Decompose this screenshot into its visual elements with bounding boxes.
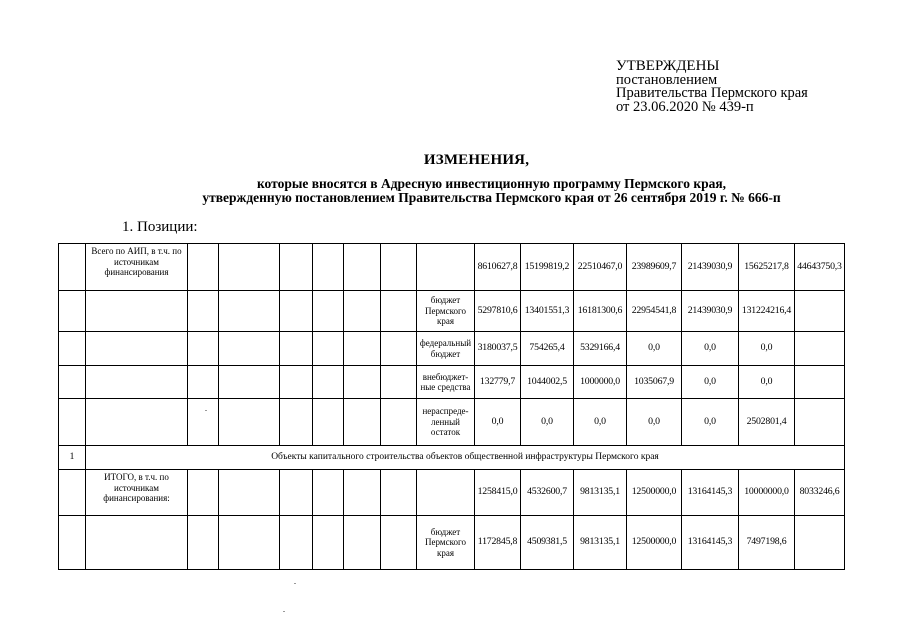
table-cell: [313, 366, 344, 399]
table-cell: [381, 366, 417, 399]
funding-source-label: федеральный бюджет: [417, 332, 475, 366]
row-value: 2502801,4: [739, 399, 795, 446]
table-cell: [59, 470, 86, 516]
table-cell: [313, 470, 344, 516]
row-value: 16181300,6: [574, 291, 627, 332]
table-cell: [313, 332, 344, 366]
table-row-source: [59, 332, 845, 366]
investment-program-table: [58, 243, 845, 570]
approval-line-4: от 23.06.2020 № 439-п: [616, 98, 754, 115]
approval-stamp: [616, 60, 808, 114]
scan-speck: [283, 611, 285, 612]
funding-source-label: бюджет Пермского края: [417, 516, 475, 570]
table-cell: [219, 366, 280, 399]
row-value: 0,0: [682, 399, 739, 446]
table-cell: [381, 244, 417, 291]
row-value: 0,0: [682, 332, 739, 366]
table-cell: [344, 399, 381, 446]
table-cell: [313, 516, 344, 570]
row-value: 5329166,4: [574, 332, 627, 366]
scan-speck: [205, 410, 207, 411]
table-cell: [188, 291, 219, 332]
row-value: 7497198,6: [739, 516, 795, 570]
table-cell: [188, 399, 219, 446]
table-cell: [188, 516, 219, 570]
section-title: 1. Позиции:: [122, 219, 198, 235]
table-cell: [381, 291, 417, 332]
total-value: 22510467,0: [574, 244, 627, 291]
approval-line-2: постановлением: [616, 71, 718, 88]
total-value: 15199819,2: [521, 244, 574, 291]
document-subtitle-line-2: утвержденную постановлением Правительства Пермского края от 26 сентября 2019 г. № 666-п: [202, 189, 781, 205]
row-value: 12500000,0: [627, 516, 682, 570]
row-value: [795, 516, 845, 570]
row-value: 4509381,5: [521, 516, 574, 570]
row-value: 5297810,6: [475, 291, 521, 332]
table-cell: [219, 399, 280, 446]
table-row-itogo: [59, 470, 845, 516]
section-heading: Объекты капитального строительства объектов общественной инфраструктуры Пермского края: [86, 446, 845, 470]
table-cell: [381, 516, 417, 570]
funding-source-label: нераспреде-ленный остаток: [417, 399, 475, 446]
funding-source-label: внебюджет-ные средства: [417, 366, 475, 399]
total-label: Всего по АИП, в т.ч. по источникам финансирования: [86, 244, 188, 291]
document-subtitle-line-1: которые вносятся в Адресную инвестиционную программу Пермского края,: [256, 176, 727, 191]
table-cell: [381, 470, 417, 516]
row-value: 132779,7: [475, 366, 521, 399]
table-cell: [188, 244, 219, 291]
table-cell: [219, 291, 280, 332]
row-value: 0,0: [521, 399, 574, 446]
approval-line-3: Правительства Пермского края: [616, 85, 808, 101]
row-value: 131224216,4: [739, 291, 795, 332]
row-value: 1035067,9: [627, 366, 682, 399]
row-value: 21439030,9: [682, 291, 739, 332]
row-value: 0,0: [475, 399, 521, 446]
row-value: 13164145,3: [682, 516, 739, 570]
row-value: 1044002,5: [521, 366, 574, 399]
table-cell: [280, 244, 313, 291]
table-cell: [344, 470, 381, 516]
row-value: 754265,4: [521, 332, 574, 366]
table-row-total: [59, 244, 845, 291]
itogo-value: 1258415,0: [475, 470, 521, 516]
itogo-value: 13164145,3: [682, 470, 739, 516]
scan-speck: [294, 583, 296, 584]
table-cell: [280, 470, 313, 516]
approval-line-1: УТВЕРЖДЕНЫ: [616, 58, 720, 74]
table-cell: [59, 516, 86, 570]
row-value: 3180037,5: [475, 332, 521, 366]
table-cell: [188, 366, 219, 399]
itogo-value: 10000000,0: [739, 470, 795, 516]
table-cell: [219, 244, 280, 291]
table-cell: [86, 516, 188, 570]
row-value: [795, 366, 845, 399]
table-cell: [188, 470, 219, 516]
table-cell: [219, 516, 280, 570]
row-value: 0,0: [682, 366, 739, 399]
table-cell: [219, 332, 280, 366]
table-cell: [313, 291, 344, 332]
total-value: 15625217,8: [739, 244, 795, 291]
itogo-value: 9813135,1: [574, 470, 627, 516]
row-value: 1000000,0: [574, 366, 627, 399]
itogo-value: 8033246,6: [795, 470, 845, 516]
table-row-source: [59, 291, 845, 332]
table-row-section: [59, 446, 845, 470]
row-value: 0,0: [739, 366, 795, 399]
table-cell: [59, 332, 86, 366]
table-cell: [381, 399, 417, 446]
itogo-label: ИТОГО, в т.ч. по источникам финансирования:: [86, 470, 188, 516]
row-value: 1172845,8: [475, 516, 521, 570]
table-cell: [417, 470, 475, 516]
section-number: 1: [59, 446, 86, 470]
table-cell: [86, 399, 188, 446]
table-row-source: [59, 366, 845, 399]
table-cell: [381, 332, 417, 366]
total-value: 21439030,9: [682, 244, 739, 291]
table-cell: [219, 470, 280, 516]
table-cell: [344, 516, 381, 570]
funding-source-label: бюджет Пермского края: [417, 291, 475, 332]
table-cell: [344, 366, 381, 399]
total-value: 23989609,7: [627, 244, 682, 291]
table-cell: [344, 332, 381, 366]
itogo-value: 12500000,0: [627, 470, 682, 516]
table-cell: [344, 291, 381, 332]
table-cell: [86, 291, 188, 332]
table-cell: [417, 244, 475, 291]
document-subtitle: [78, 177, 905, 204]
table-cell: [59, 399, 86, 446]
table-cell: [344, 244, 381, 291]
row-value: 0,0: [574, 399, 627, 446]
row-value: [795, 291, 845, 332]
document-title: ИЗМЕНЕНИЯ,: [423, 152, 530, 168]
table-cell: [59, 244, 86, 291]
table-cell: [280, 291, 313, 332]
row-value: 0,0: [739, 332, 795, 366]
document-heading: [0, 152, 905, 204]
table-cell: [280, 516, 313, 570]
itogo-value: 4532600,7: [521, 470, 574, 516]
row-value: 22954541,8: [627, 291, 682, 332]
table-cell: [86, 366, 188, 399]
row-value: [795, 399, 845, 446]
table-cell: [59, 366, 86, 399]
row-value: 9813135,1: [574, 516, 627, 570]
table-cell: [188, 332, 219, 366]
total-value: 44643750,3: [795, 244, 845, 291]
table-cell: [59, 291, 86, 332]
row-value: [795, 332, 845, 366]
total-value: 8610627,8: [475, 244, 521, 291]
table-row-source: [59, 399, 845, 446]
row-value: 0,0: [627, 332, 682, 366]
table-cell: [86, 332, 188, 366]
table-cell: [313, 399, 344, 446]
table-cell: [280, 399, 313, 446]
row-value: 0,0: [627, 399, 682, 446]
table-row-source: [59, 516, 845, 570]
row-value: 13401551,3: [521, 291, 574, 332]
table-cell: [280, 366, 313, 399]
table-cell: [313, 244, 344, 291]
table-cell: [280, 332, 313, 366]
